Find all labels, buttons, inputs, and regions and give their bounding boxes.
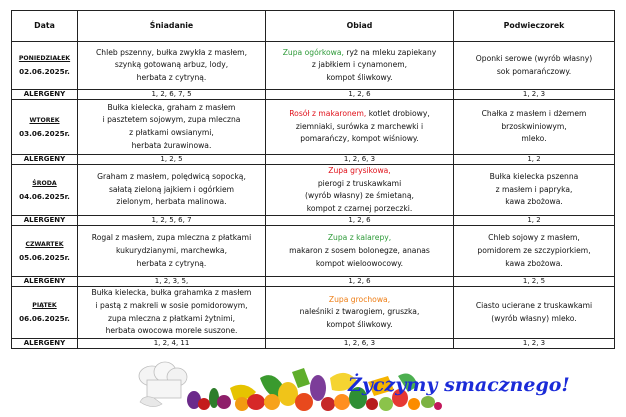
menu-line: (wyrób własny) ze śmietaną, bbox=[305, 191, 414, 201]
allergen-breakfast: 1, 2, 6, 7, 5 bbox=[78, 90, 266, 100]
menu-line: Bułka kielecka pszenna bbox=[489, 172, 579, 182]
soup-name: Rosół z makaronem, bbox=[289, 109, 367, 119]
menu-line: herbata z cytryną. bbox=[136, 72, 207, 82]
soup-name: Zupa z kalarepy, bbox=[327, 233, 392, 243]
allergen-snack: 1, 2, 3 bbox=[454, 90, 615, 100]
menu-line: ziemniaki, surówka z marchewki i bbox=[295, 121, 424, 131]
menu-line: makaron z sosem bolonegze, ananas bbox=[289, 246, 430, 256]
menu-line: i pasztetem sojowym, zupa mleczna bbox=[102, 115, 241, 125]
allergen-breakfast: 1, 2, 3, 5, bbox=[78, 277, 266, 287]
menu-line: ryż na mleku zapiekany bbox=[343, 47, 437, 57]
header-lunch: Obiad bbox=[266, 11, 454, 42]
day-date: 02.06.2025r. bbox=[19, 67, 70, 76]
day-cell bbox=[12, 226, 78, 277]
allergen-label: ALERGENY bbox=[12, 338, 78, 348]
allergen-label: ALERGENY bbox=[12, 155, 78, 165]
menu-line: zielonym, herbata malinowa. bbox=[116, 197, 227, 207]
day-row bbox=[12, 287, 615, 338]
menu-line: brzoskwiniowym, bbox=[501, 121, 567, 131]
day-cell bbox=[12, 42, 78, 90]
allergen-label: ALERGENY bbox=[12, 277, 78, 287]
day-cell bbox=[12, 287, 78, 338]
menu-line: kompot śliwkowy. bbox=[326, 319, 393, 329]
snack-cell bbox=[454, 226, 615, 277]
breakfast-cell bbox=[78, 226, 266, 277]
menu-line: Rogal z masłem, zupa mleczna z płatkami bbox=[91, 233, 252, 243]
day-row bbox=[12, 165, 615, 216]
menu-line: herbata z cytryną. bbox=[136, 258, 207, 268]
menu-line: kompot wieloowocowy. bbox=[315, 258, 404, 268]
allergen-snack: 1, 2 bbox=[454, 216, 615, 226]
chef-hat-icon bbox=[139, 362, 187, 407]
soup-name: Zupa ogórkowa, bbox=[282, 47, 344, 57]
menu-line: szynką gotowaną arbuz, lody, bbox=[114, 60, 229, 70]
menu-line: kompot z czarnej porzeczki. bbox=[306, 203, 413, 213]
allergen-breakfast: 1, 2, 5 bbox=[78, 155, 266, 165]
menu-table bbox=[11, 10, 615, 349]
menu-line: Chleb pszenny, bułka zwykła z masłem, bbox=[96, 47, 247, 57]
breakfast-cell bbox=[78, 287, 266, 338]
menu-line: Chleb sojowy z masłem, bbox=[488, 233, 580, 243]
allergen-label: ALERGENY bbox=[12, 216, 78, 226]
allergen-snack: 1, 2, 5 bbox=[454, 277, 615, 287]
day-date: 04.06.2025r. bbox=[19, 191, 70, 201]
menu-line: sok pomarańczowy. bbox=[496, 66, 572, 76]
day-name: PONIEDZIAŁEK bbox=[18, 55, 71, 63]
header-day: Data bbox=[12, 11, 78, 42]
allergen-lunch: 1, 2, 6, 3 bbox=[266, 155, 454, 165]
breakfast-cell bbox=[78, 165, 266, 216]
allergen-lunch: 1, 2, 6 bbox=[266, 216, 454, 226]
menu-line: Oponki serowe (wyrób własny) bbox=[475, 53, 593, 63]
lunch-cell bbox=[266, 287, 454, 338]
menu-line: naleśniki z twarogiem, gruszka, bbox=[299, 307, 420, 317]
menu-line: i pastą z makreli w sosie pomidorowym, bbox=[95, 300, 248, 310]
lunch-cell bbox=[266, 165, 454, 216]
allergen-snack: 1, 2, 3 bbox=[454, 338, 615, 348]
day-row bbox=[12, 42, 615, 90]
menu-line: Chałka z masłem i dżemem bbox=[481, 109, 587, 119]
menu-line: kawa zbożowa. bbox=[505, 258, 563, 268]
allergen-row bbox=[12, 90, 615, 100]
snack-cell bbox=[454, 287, 615, 338]
menu-line: kukurydzianymi, marchewka, bbox=[116, 246, 227, 256]
breakfast-cell bbox=[78, 100, 266, 155]
menu-line: Bułka kielecka, bułka grahamka z masłem bbox=[91, 288, 252, 298]
menu-line: kotlet drobiowy, bbox=[366, 109, 430, 119]
allergen-breakfast: 1, 2, 4, 11 bbox=[78, 338, 266, 348]
day-name: ŚRODA bbox=[32, 180, 57, 188]
day-name: CZWARTEK bbox=[25, 241, 64, 249]
menu-line: pomarańczy, kompot wiśniowy. bbox=[300, 134, 419, 144]
menu-line: z jabłkiem i cynamonem, bbox=[311, 60, 408, 70]
header-breakfast: Śniadanie bbox=[78, 11, 266, 42]
day-date: 06.06.2025r. bbox=[19, 314, 70, 324]
allergen-row bbox=[12, 155, 615, 165]
menu-line: herbata żurawinowa. bbox=[131, 140, 212, 150]
lunch-cell bbox=[266, 42, 454, 90]
menu-line: kawa zbożowa. bbox=[505, 197, 563, 207]
header-row bbox=[12, 11, 615, 42]
snack-cell bbox=[454, 42, 615, 90]
menu-line: mleko. bbox=[521, 134, 547, 144]
day-cell bbox=[12, 100, 78, 155]
menu-line: Graham z masłem, polędwicą sopocką, bbox=[97, 172, 246, 182]
menu-line: herbata owocowa morele suszone. bbox=[105, 326, 238, 336]
menu-line: pierogi z truskawkami bbox=[317, 178, 402, 188]
day-name: PIĄTEK bbox=[32, 302, 57, 310]
lunch-cell bbox=[266, 100, 454, 155]
menu-line: pomidorem ze szczypiorkiem, bbox=[477, 246, 591, 256]
day-date: 03.06.2025r. bbox=[19, 128, 70, 138]
allergen-breakfast: 1, 2, 5, 6, 7 bbox=[78, 216, 266, 226]
snack-cell bbox=[454, 100, 615, 155]
allergen-row bbox=[12, 338, 615, 348]
lunch-cell bbox=[266, 226, 454, 277]
menu-line: z masłem i papryka, bbox=[495, 184, 573, 194]
allergen-lunch: 1, 2, 6 bbox=[266, 277, 454, 287]
day-row bbox=[12, 226, 615, 277]
allergen-row bbox=[12, 277, 615, 287]
allergen-lunch: 1, 2, 6, 3 bbox=[266, 338, 454, 348]
breakfast-cell bbox=[78, 42, 266, 90]
allergen-snack: 1, 2 bbox=[454, 155, 615, 165]
menu-line: zupa mleczna z płatkami żytnimi, bbox=[107, 313, 236, 323]
soup-name: Zupa grysikowa, bbox=[328, 166, 391, 175]
menu-line: (wyrób własny) mleko. bbox=[491, 313, 577, 323]
day-name: WTOREK bbox=[29, 116, 60, 124]
wish-text: Życzymy smacznego! bbox=[348, 374, 570, 396]
soup-name: Zupa grochowa, bbox=[328, 294, 391, 304]
menu-line: sałatą zieloną jajkiem i ogórkiem bbox=[108, 184, 235, 194]
header-snack: Podwieczorek bbox=[454, 11, 615, 42]
menu-line: z płatkami owsianymi, bbox=[129, 128, 214, 137]
allergen-row bbox=[12, 216, 615, 226]
day-cell bbox=[12, 165, 78, 216]
menu-line: Ciasto ucierane z truskawkami bbox=[475, 300, 593, 310]
day-row bbox=[12, 100, 615, 155]
allergen-label: ALERGENY bbox=[12, 90, 78, 100]
day-date: 05.06.2025r. bbox=[19, 252, 70, 262]
menu-line: kompot śliwkowy. bbox=[326, 72, 393, 82]
allergen-lunch: 1, 2, 6 bbox=[266, 90, 454, 100]
menu-line: Bułka kielecka, graham z masłem bbox=[107, 102, 236, 112]
snack-cell bbox=[454, 165, 615, 216]
